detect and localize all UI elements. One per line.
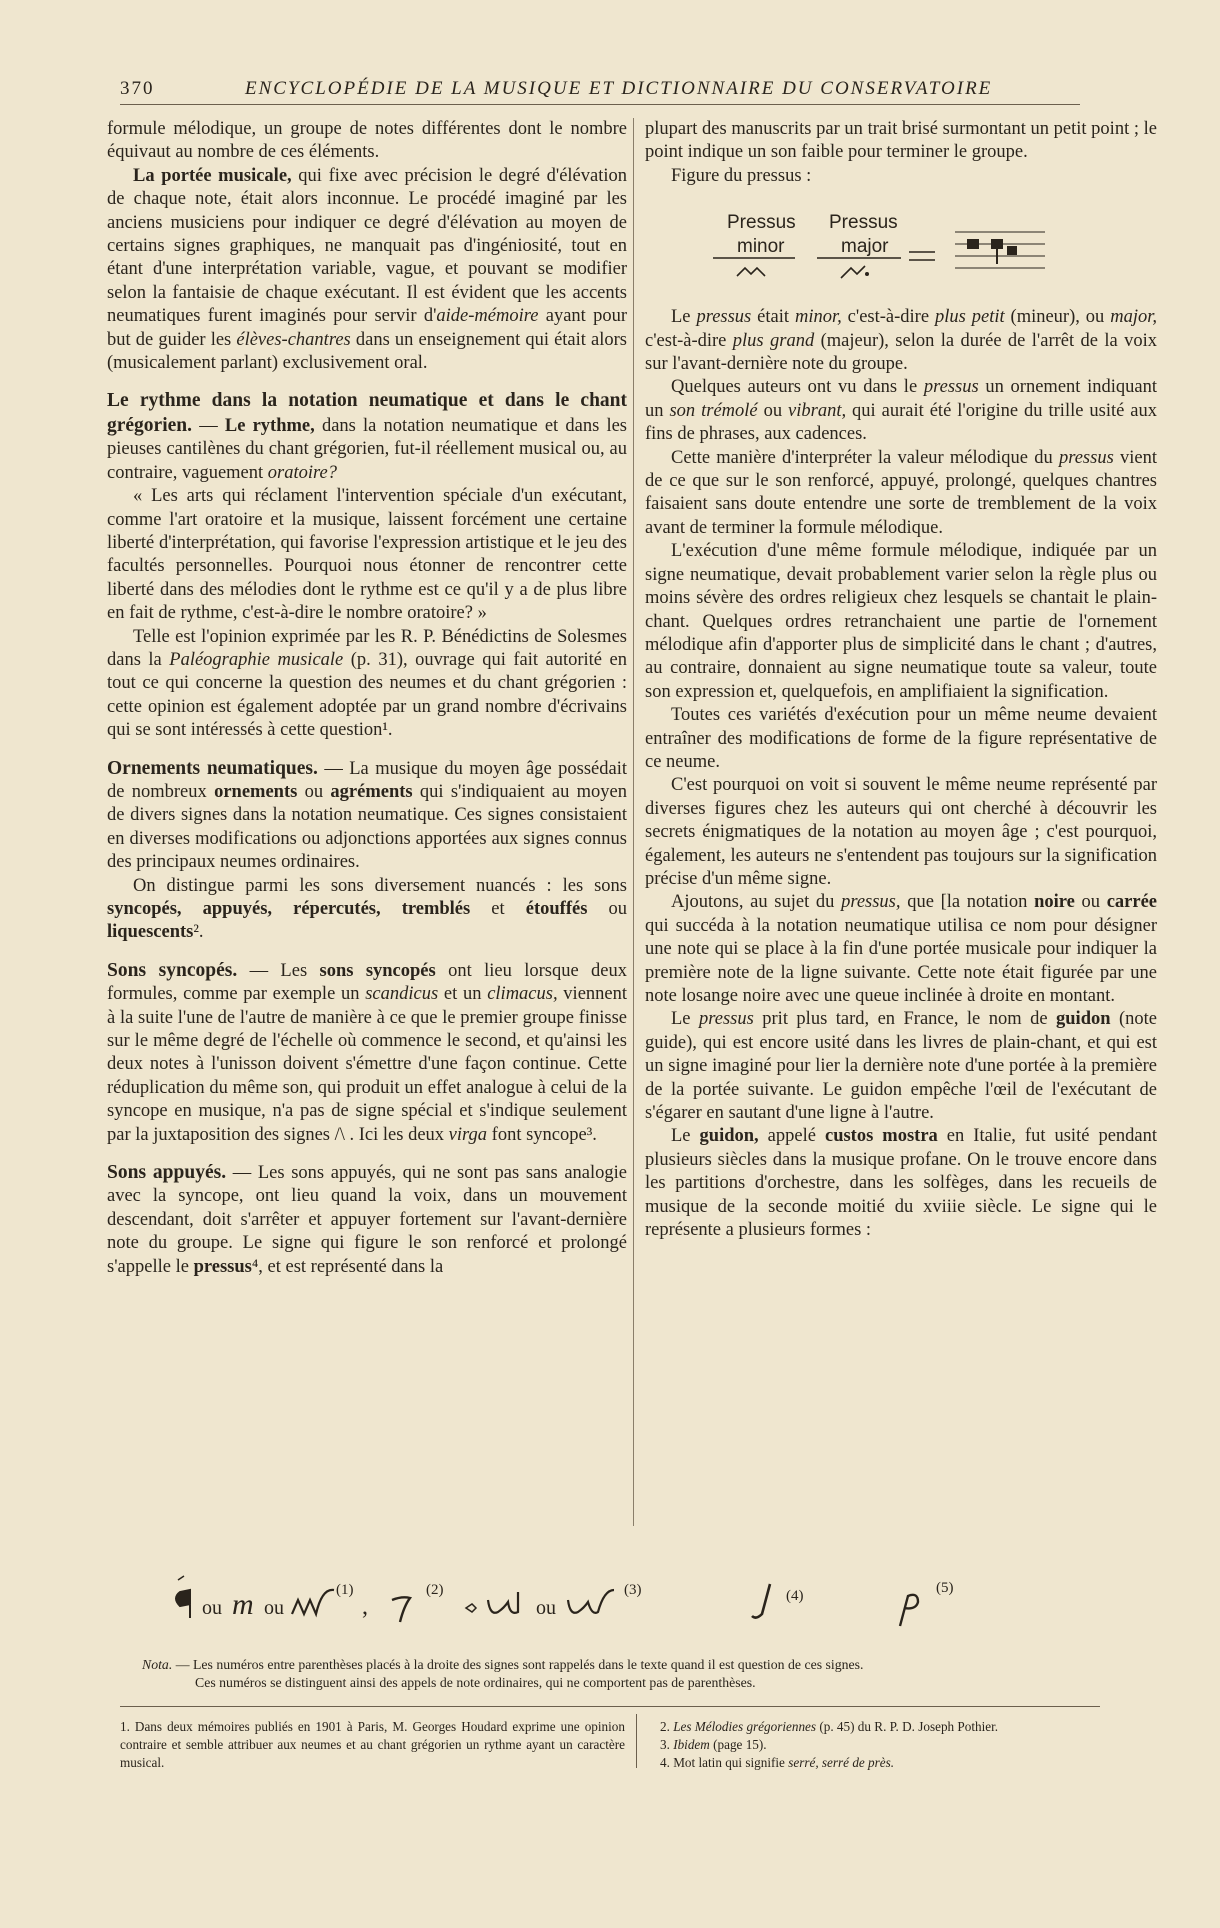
pressus-figure bbox=[645, 194, 1157, 300]
footnote-2: 2. Les Mélodies grégoriennes (p. 45) du R. P. D. Joseph Pothier. bbox=[660, 1719, 999, 1734]
footnote-divider bbox=[636, 1714, 637, 1768]
nota-line-1: Nota. — Les numéros entre parenthèses placés à la droite des signes sont rappelés dans le texte quand il est question de ces signes. bbox=[142, 1657, 864, 1672]
paragraph: Le pressus prit plus tard, en France, le nom de guidon (note guide), qui est encore usité dans les livres de plain-chant, et qui est un signe imaginé pour lier la dernière note d'une portée à la première de la portée suivante. Le guidon empêche l'œil de l'exécutant de s'égarer en sautant d'une ligne à l'autre. bbox=[645, 1009, 1158, 1124]
page-number: 370 bbox=[120, 78, 155, 99]
section-heading: Ornements neumatiques. bbox=[107, 757, 318, 779]
pressus-major-word: Pressus bbox=[829, 212, 898, 234]
custos-symbol-3c bbox=[568, 1590, 614, 1613]
section-paragraph: Ornements neumatiques. — La musique du moyen âge possédait de nombreux ornements ou agréments qui s'indiquaient au moyen de divers signes dans la notation neumatique. Ces signes consistaient en diverses modifications ou adjonctions apportées aux signes connus des principaux neumes ordinaires. bbox=[107, 757, 628, 873]
quotation: « Les arts qui réclament l'intervention spéciale d'un exécutant, comme l'art oratoire et la musique, laissent forcément une certaine liberté d'interprétation, qui favorise l'expression artistique et le jeu des facultés personnelles. Pourquoi nous étonner de rencontrer cette liberté dans des mélodies dont le rythme est ce qu'il y a de plus libre en fait de rythme, c'est-à-dire le nombre oratoire? » bbox=[107, 486, 627, 624]
ou-word: ou bbox=[202, 1597, 222, 1619]
footnote-3: 3. Ibidem (page 15). bbox=[660, 1737, 767, 1752]
paragraph: Le pressus était minor, c'est-à-dire plus petit (mineur), ou major, c'est-à-dire plus grand (majeur), selon la durée de l'arrêt de la voix sur l'avant-dernière note du groupe. bbox=[645, 307, 1157, 375]
right-column bbox=[645, 118, 1157, 1242]
note-number-3: (3) bbox=[624, 1582, 642, 1598]
running-title: ENCYCLOPÉDIE DE LA MUSIQUE ET DICTIONNAIRE DU CONSERVATOIRE bbox=[245, 78, 993, 99]
paragraph: Toutes ces variétés d'exécution pour un même neume devaient entraîner des modifications de forme de la figure représentative de ce neume. bbox=[645, 705, 1157, 772]
section-heading: Sons appuyés. bbox=[107, 1162, 227, 1184]
custos-symbol-2 bbox=[392, 1597, 410, 1622]
paragraph: C'est pourquoi on voit si souvent le même neume représenté par diverses figures chez les auteurs qui ont cherché à découvrir les secrets énigmatiques de la notation au moyen âge ; c'est pourquoi, également, les auteurs ne s'entendent pas toujours sur la signification précise d'un même signe. bbox=[645, 775, 1157, 889]
paragraph: Ajoutons, au sujet du pressus, que [la notation noire ou carrée qui succéda à la notation neumatique utilisa ce nom pour désigner une note qui se place à la fin d'une portée musicale pour indiquer la première note de la ligne suivante. Cette note était figurée par une note losange noire avec une queue inclinée à droite en montant. bbox=[645, 892, 1157, 1006]
custos-symbol-5 bbox=[900, 1595, 918, 1626]
paragraph: Le guidon, appelé custos mostra en Italie, fut usité pendant plusieurs siècles dans la musique profane. On le trouve encore dans les partitions d'orchestre, dans les solfèges, dans les recueils de musique de la seconde moitié du xviiie siècle. Le signe qui le représente a plusieurs formes : bbox=[645, 1126, 1157, 1241]
left-column bbox=[107, 118, 627, 1279]
figure-caption: Figure du pressus : bbox=[671, 165, 812, 186]
paragraph: Telle est l'opinion exprimée par les R. P. Bénédictins de Solesmes dans la Paléographie musicale (p. 31), ouvrage qui fait autorité en tout ce qui concerne la question des neumes et du chant grégorien : cette opinion est également adoptée par un grand nombre d'écrivains qui se sont intéressés à cette question¹. bbox=[107, 626, 627, 741]
footnotes-left bbox=[120, 1718, 625, 1772]
footnote-1: 1. Dans deux mémoires publiés en 1901 à Paris, M. Georges Houdard exprime une opinion contraire et semble attribuer aux neumes et au chant grégorien un rythme ayant un caractère musical. bbox=[120, 1719, 625, 1770]
column-divider bbox=[633, 118, 634, 1526]
paragraph: On distingue parmi les sons diversement nuancés : les sons syncopés, appuyés, répercutés, tremblés et étouffés ou liquescents². bbox=[107, 875, 627, 943]
ou-word: ou bbox=[264, 1597, 284, 1619]
pressus-minor-word: Pressus bbox=[727, 212, 796, 234]
paragraph: plupart des manuscrits par un trait brisé surmontant un petit point ; le point indique un son faible pour terminer le groupe. bbox=[645, 119, 1157, 163]
separator-comma: , bbox=[362, 1594, 368, 1620]
paragraph: Quelques auteurs ont vu dans le pressus un ornement indiquant un son trémolé ou vibrant, qui aurait été l'origine du trille usité aux fins de phrases, aux cadences. bbox=[645, 377, 1157, 445]
paragraph: Cette manière d'interpréter la valeur mélodique du pressus vient de ce que sur le son renforcé, appuyé, prolongé, quelques chantres faisaient sans doute entendre une sorte de tremblement de la voix avant de terminer la formule mélodique. bbox=[645, 447, 1157, 538]
pressus-major-neume bbox=[841, 266, 865, 278]
footnotes-right bbox=[660, 1718, 1160, 1772]
custos-symbol-3b bbox=[488, 1592, 518, 1613]
custos-symbol-3a bbox=[466, 1604, 476, 1612]
paragraph: formule mélodique, un groupe de notes différentes dont le nombre équivaut au nombre de ces éléments. bbox=[107, 119, 627, 163]
custos-symbol-1a bbox=[176, 1590, 190, 1618]
pressus-minor-sub: minor bbox=[737, 236, 785, 258]
nota-line-2: Ces numéros se distinguent ainsi des appels de note ordinaires, qui ne comportent pas de parenthèses. bbox=[195, 1675, 756, 1690]
custos-symbol-4 bbox=[752, 1584, 770, 1618]
running-header bbox=[120, 78, 1080, 105]
custos-symbols-row bbox=[140, 1570, 1100, 1640]
section-paragraph: Le rythme dans la notation neumatique et dans le chant grégorien. — Le rythme, dans la notation neumatique et dans les pieuses cantilènes du chant grégorien, fut-il réellement musical ou, au contraire, vaguement oratoire? bbox=[107, 390, 627, 483]
footnote-rule bbox=[120, 1706, 1100, 1707]
section-heading: Le rythme dans la notation neumatique et dans le chant grégorien. bbox=[107, 390, 627, 436]
custos-symbol-1c bbox=[292, 1590, 334, 1614]
pressus-major-sub: major bbox=[841, 236, 889, 258]
note-number-5: (5) bbox=[936, 1580, 954, 1596]
nota-note bbox=[142, 1656, 1162, 1692]
paragraph: La portée musicale, qui fixe avec précision le degré d'élévation de chaque note, était alors inconnue. Le procédé imaginé par les anciens musiciens pour indiquer ce degré d'élévation au moyen de certains signes graphiques, ne manquait pas d'ingéniosité, tout en étant d'une interprétation variable, vague, et pouvant se modifier selon la fantaisie de chaque exécutant. Il est évident que les accents neumatiques furent imaginés pour servir d'aide-mémoire ayant pour but de guider les élèves-chantres dans un enseignement qui était alors (musicalement parlant) exclusivement oral. bbox=[107, 165, 628, 374]
paragraph: L'exécution d'une même formule mélodique, indiquée par un signe neumatique, devait probablement varier selon la règle plus ou moins sévère des ordres religieux chez lesquels se chantait le plain-chant. Quelques ordres retranchaient une partie de l'ornement mélodique afin d'apporter plus de simplicité dans le chant ; d'autres, au contraire, donnaient au signe neumatique toute sa valeur, toute son expression et, quelquefois, en amplifiaient la signification. bbox=[645, 541, 1157, 702]
note-number-1: (1) bbox=[336, 1582, 354, 1598]
note-number-2: (2) bbox=[426, 1582, 444, 1598]
section-heading: Sons syncopés. bbox=[107, 959, 238, 981]
custos-symbol-1b: m bbox=[232, 1588, 254, 1621]
square-notation-staff bbox=[955, 232, 1045, 268]
nota-label: Nota. bbox=[142, 1657, 173, 1672]
section-paragraph: Sons appuyés. — Les sons appuyés, qui ne sont pas sans analogie avec la syncope, ont lieu quand la voix, dans un mouvement descendant, doit s'arrêter et appuyer fortement sur l'avant-dernière note du groupe. Le signe qui figure le son renforcé et prolongé s'appelle le pressus⁴, et est représenté dans la bbox=[107, 1162, 627, 1277]
pressus-illustration bbox=[645, 194, 1157, 300]
note-number-4: (4) bbox=[786, 1588, 804, 1604]
pressus-minor-neume bbox=[737, 268, 765, 276]
footnote-4: 4. Mot latin qui signifie serré, serré de près. bbox=[660, 1755, 895, 1770]
section-paragraph: Sons syncopés. — Les sons syncopés ont lieu lorsque deux formules, comme par exemple un scandicus et un climacus, viennent à la suite l'une de l'autre de manière à ce que le premier groupe finisse sur le même degré de l'échelle où commence le second, et qu'ainsi les deux notes à l'unisson doivent s'émettre d'une façon continue. Cette réduplication du même son, qui produit un effet analogue à celui de la syncope en musique, n'a pas de signe spécial et s'indique seulement par la juxtaposition des signes /\ . Ici les deux virga font syncope³. bbox=[107, 959, 628, 1145]
ou-word: ou bbox=[536, 1597, 556, 1619]
